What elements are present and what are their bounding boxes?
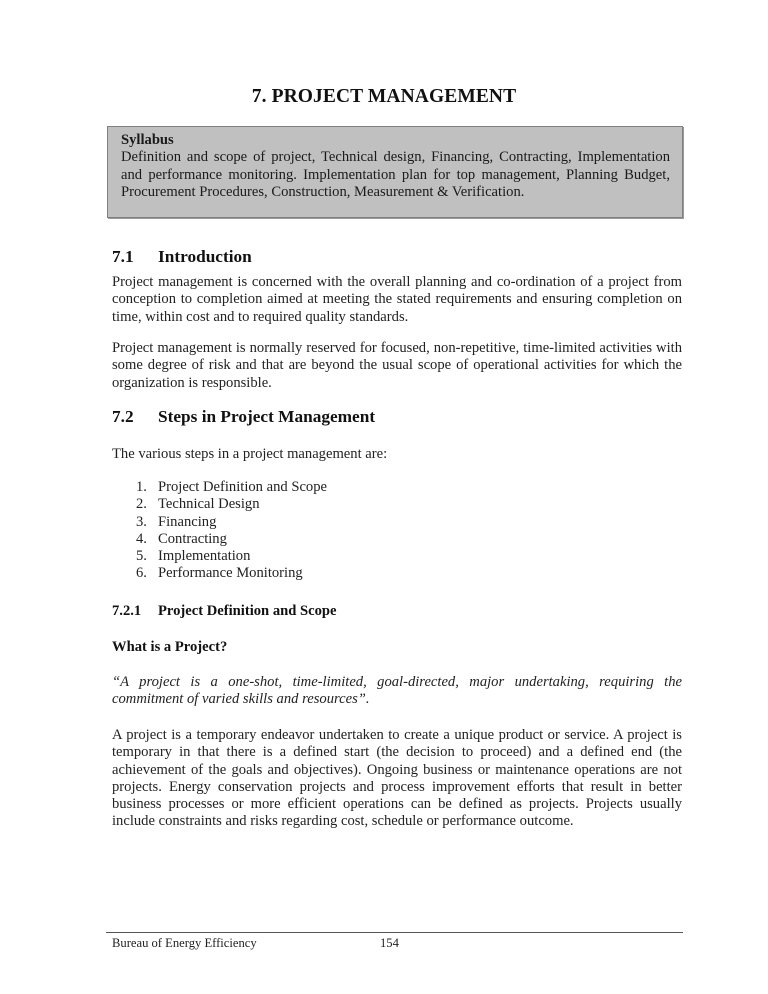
list-item	[136, 531, 327, 548]
page-number: 154	[380, 936, 399, 950]
list-number: 2.	[136, 496, 147, 513]
list-number: 5.	[136, 548, 147, 565]
steps-list	[136, 479, 327, 583]
intro-paragraph-2: Project management is normally reserved for focused, non-repetitive, time-limited activities with some degree of risk and that are beyond the usual scope of operational activities for which the organization is responsible.	[112, 340, 682, 391]
list-item	[136, 479, 327, 496]
list-label: Project Definition and Scope	[158, 479, 328, 495]
section-title: Project Definition and Scope	[158, 603, 337, 619]
section-title: Steps in Project Management	[158, 407, 376, 426]
section-title: Introduction	[158, 247, 252, 266]
list-item	[136, 565, 327, 582]
project-definition-quote: “A project is a one-shot, time-limited, goal-directed, major undertaking, requiring the commitment of varied skills and resources”.	[112, 674, 682, 708]
project-description-paragraph: A project is a temporary endeavor undertaken to create a unique product or service. A project is temporary in that there is a defined start (the decision to proceed) and a defined end (the achievement of the goals and objectives). Ongoing business or maintenance operations are not projects. Energy conservation projects and process improvement efforts that result in better business processes or more efficient operations can be defined as projects. Projects usually include constraints and risks regarding cost, schedule or performance outcome.	[112, 727, 682, 830]
list-label: Implementation	[158, 548, 251, 565]
steps-intro: The various steps in a project management are:	[112, 446, 388, 462]
intro-paragraph-1: Project management is concerned with the overall planning and co-ordination of a project from conception to completion aimed at meeting the stated requirements and ensuring completion on time, within cost and to required quality standards.	[112, 274, 682, 325]
list-number: 6.	[136, 565, 147, 582]
syllabus-text: Definition and scope of project, Technical design, Financing, Contracting, Implementation and performance monitoring. Implementation plan for top management, Planning Budget, Procurement Procedures, Construction, Measurement & Verification.	[121, 149, 670, 200]
footer-publisher: Bureau of Energy Efficiency	[112, 936, 257, 950]
list-label: Performance Monitoring	[158, 565, 303, 582]
list-number: 4.	[136, 530, 147, 547]
list-label: Financing	[158, 513, 217, 530]
footer-divider	[106, 932, 683, 933]
list-item	[136, 496, 327, 513]
list-number: 1.	[136, 479, 147, 495]
list-item	[136, 514, 327, 531]
page-title: 7. PROJECT MANAGEMENT	[251, 86, 517, 107]
section-heading-7-1	[112, 247, 252, 267]
what-is-project-heading: What is a Project?	[112, 639, 228, 655]
syllabus-box	[107, 126, 683, 218]
list-item	[136, 548, 327, 565]
section-number: 7.2	[112, 407, 134, 426]
section-number: 7.1	[112, 247, 134, 266]
list-label: Contracting	[158, 530, 227, 547]
section-heading-7-2	[112, 407, 375, 427]
list-label: Technical Design	[158, 496, 260, 513]
syllabus-heading: Syllabus	[121, 132, 174, 148]
section-number: 7.2.1	[112, 603, 142, 619]
list-number: 3.	[136, 513, 147, 530]
subsection-heading-7-2-1	[112, 603, 337, 620]
